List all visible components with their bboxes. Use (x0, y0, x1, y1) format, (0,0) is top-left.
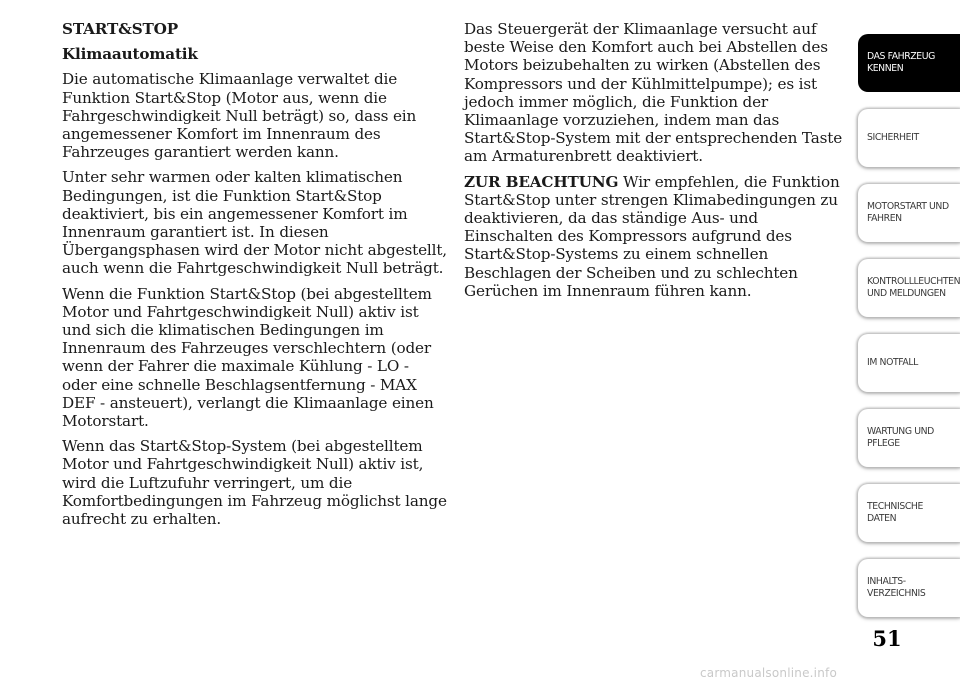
tab-das-fahrzeug-kennen[interactable] (858, 34, 960, 92)
tab-wartung-und-pflege[interactable] (858, 409, 960, 467)
section-title: START&STOP (62, 20, 179, 38)
tab-sicherheit[interactable] (858, 109, 960, 167)
tab-label: KONTROLLLEUCHTEN UND MELDUNGEN (867, 276, 960, 299)
paragraph: Das Steuergerät der Klimaanlage versucht auf beste Weise den Komfort auch bei Abstellen des Motors beizubehalten zu wirken (Abstellen des Kompressors und der Kühlmittelpumpe); es ist jedoch immer möglich, die Funktion der Klimaanlage vorzuziehen, indem man das Start&Stop-System mit der entsprechenden Taste am Armaturenbrett deaktiviert. (464, 20, 843, 166)
right-column (464, 20, 848, 307)
note (464, 173, 848, 300)
section-subtitle: Klimaautomatik (62, 45, 198, 64)
note-text: Wir empfehlen, die Funktion Start&Stop unter strengen Klimabedingungen zu deaktivieren, da das ständige Aus- und Einschalten des Kompressors aufgrund des Start&Stop-Systems zu einem schnellen Beschlagen der Scheiben und zu schlechten Gerüchen im Innenraum führen kann. (464, 172, 840, 300)
tab-label: DAS FAHRZEUG KENNEN (867, 51, 935, 74)
tab-label: WARTUNG UND PFLEGE (867, 426, 934, 449)
tab-technische-daten[interactable] (858, 484, 960, 542)
tab-label: MOTORSTART UND FAHREN (867, 201, 949, 224)
paragraph: Wenn das Start&Stop-System (bei abgestelltem Motor und Fahrtgeschwindigkeit Null) aktiv ist, wird die Luftzufuhr verringert, um die Komfortbedingungen im Fahrzeug möglichst lange aufrecht zu erhalten. (62, 437, 447, 529)
watermark: carmanualsonline.info (700, 666, 837, 680)
left-column (62, 20, 447, 535)
tab-im-notfall[interactable] (858, 334, 960, 392)
tab-label: SICHERHEIT (867, 132, 919, 143)
tab-kontrollleuchten-und-meldungen[interactable] (858, 259, 960, 317)
note-label: ZUR BEACHTUNG (464, 172, 619, 191)
chapter-tabs (858, 34, 960, 634)
tab-label: INHALTS- VERZEICHNIS (867, 576, 926, 599)
paragraph: Wenn die Funktion Start&Stop (bei abgestelltem Motor und Fahrtgeschwindigkeit Null) aktiv ist und sich die klimatischen Bedingungen im Innenraum des Fahrzeuges verschlechtern (oder wenn der Fahrer die maximale Kühlung - LO - oder eine schnelle Beschlagsentfernung - MAX DEF - ansteuert), verlangt die Klimaanlage einen Motorstart. (62, 284, 434, 431)
tab-label: IM NOTFALL (867, 357, 918, 368)
paragraph: Unter sehr warmen oder kalten klimatischen Bedingungen, ist die Funktion Start&Stop deaktiviert, bis ein angemessener Komfort im Innenraum garantiert ist. In diesen Übergangsphasen wird der Motor nicht abgestellt, auch wenn die Fahrtgeschwindigkeit Null beträgt. (62, 168, 447, 278)
tab-motorstart-und-fahren[interactable] (858, 184, 960, 242)
tab-inhaltsverzeichnis[interactable] (858, 559, 960, 617)
page-number: 51 (872, 626, 902, 651)
tab-label: TECHNISCHE DATEN (867, 501, 923, 524)
paragraph: Die automatische Klimaanlage verwaltet die Funktion Start&Stop (Motor aus, wenn die Fahrgeschwindigkeit Null beträgt) so, dass ein angemessener Komfort im Innenraum des Fahrzeuges garantiert werden kann. (62, 70, 417, 162)
